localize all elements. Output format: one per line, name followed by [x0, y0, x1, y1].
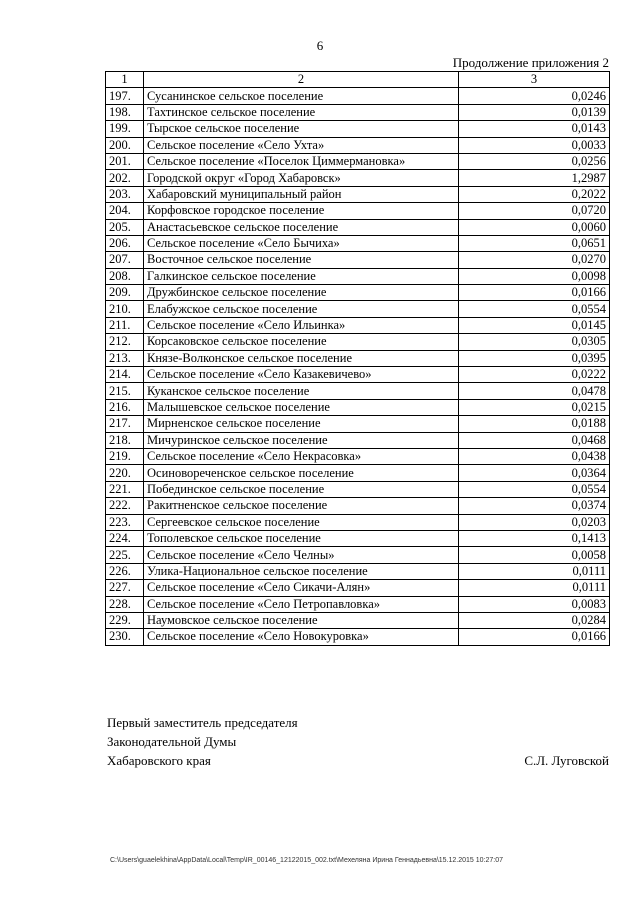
row-number: 197. [106, 88, 144, 104]
settlement-name: Сельское поселение «Поселок Циммермановка» [144, 153, 459, 169]
settlement-name: Мирненское сельское поселение [144, 416, 459, 432]
row-number: 229. [106, 612, 144, 628]
settlement-name: Сельское поселение «Село Казакевичево» [144, 367, 459, 383]
coefficient-value: 0,0166 [459, 629, 610, 645]
settlement-name: Мичуринское сельское поселение [144, 432, 459, 448]
coefficient-value: 0,0033 [459, 137, 610, 153]
row-number: 220. [106, 465, 144, 481]
settlement-name: Сельское поселение «Село Челны» [144, 547, 459, 563]
row-number: 221. [106, 481, 144, 497]
coefficient-value: 0,0203 [459, 514, 610, 530]
row-number: 208. [106, 268, 144, 284]
table-row [106, 547, 610, 563]
table-row [106, 121, 610, 137]
coefficient-value: 0,0188 [459, 416, 610, 432]
coefficient-value: 0,0246 [459, 88, 610, 104]
settlement-name: Сельское поселение «Село Новокуровка» [144, 629, 459, 645]
settlement-name: Князе-Волконское сельское поселение [144, 350, 459, 366]
table-row [106, 186, 610, 202]
settlement-name: Осиновореченское сельское поселение [144, 465, 459, 481]
coefficient-value: 0,0305 [459, 334, 610, 350]
signature-title-line-1: Первый заместитель председателя [107, 715, 298, 730]
row-number: 216. [106, 399, 144, 415]
settlement-name: Сусанинское сельское поселение [144, 88, 459, 104]
row-number: 202. [106, 170, 144, 186]
settlement-name: Куканское сельское поселение [144, 383, 459, 399]
table-row [106, 334, 610, 350]
coefficient-value: 0,0166 [459, 285, 610, 301]
settlement-name: Тырское сельское поселение [144, 121, 459, 137]
row-number: 198. [106, 104, 144, 120]
table-row [106, 301, 610, 317]
row-number: 225. [106, 547, 144, 563]
table-row [106, 317, 610, 333]
settlement-name: Сельское поселение «Село Ухта» [144, 137, 459, 153]
settlement-name: Тахтинское сельское поселение [144, 104, 459, 120]
coefficient-value: 0,0222 [459, 367, 610, 383]
settlement-name: Улика-Национальное сельское поселение [144, 563, 459, 579]
coefficient-value: 0,0468 [459, 432, 610, 448]
coefficient-value: 0,0270 [459, 252, 610, 268]
header-col-2: 2 [144, 72, 459, 88]
row-number: 205. [106, 219, 144, 235]
table-row [106, 629, 610, 645]
settlement-name: Малышевское сельское поселение [144, 399, 459, 415]
settlement-name: Галкинское сельское поселение [144, 268, 459, 284]
table-row [106, 383, 610, 399]
row-number: 204. [106, 203, 144, 219]
settlement-name: Сельское поселение «Село Петропавловка» [144, 596, 459, 612]
coefficient-value: 1,2987 [459, 170, 610, 186]
row-number: 209. [106, 285, 144, 301]
table-row [106, 498, 610, 514]
table-row [106, 399, 610, 415]
coefficient-value: 0,0083 [459, 596, 610, 612]
coefficient-value: 0,0143 [459, 121, 610, 137]
row-number: 212. [106, 334, 144, 350]
header-col-3: 3 [459, 72, 610, 88]
row-number: 230. [106, 629, 144, 645]
row-number: 224. [106, 530, 144, 546]
coefficient-value: 0,0651 [459, 235, 610, 251]
settlement-name: Сергеевское сельское поселение [144, 514, 459, 530]
table-row [106, 448, 610, 464]
signature-block [107, 713, 609, 770]
row-number: 200. [106, 137, 144, 153]
table-row [106, 563, 610, 579]
continuation-note: Продолжение приложения 2 [452, 55, 609, 70]
table-row [106, 137, 610, 153]
coefficient-value: 0,0215 [459, 399, 610, 415]
settlement-name: Сельское поселение «Село Сикачи-Алян» [144, 580, 459, 596]
coefficient-value: 0,0554 [459, 481, 610, 497]
settlement-name: Сельское поселение «Село Некрасовка» [144, 448, 459, 464]
settlement-name: Городской округ «Город Хабаровск» [144, 170, 459, 186]
coefficient-value: 0,2022 [459, 186, 610, 202]
coefficient-value: 0,0111 [459, 580, 610, 596]
row-number: 223. [106, 514, 144, 530]
row-number: 199. [106, 121, 144, 137]
page-number: 6 [316, 38, 324, 53]
row-number: 214. [106, 367, 144, 383]
table-row [106, 514, 610, 530]
coefficient-value: 0,0364 [459, 465, 610, 481]
coefficient-value: 0,0060 [459, 219, 610, 235]
table-row [106, 268, 610, 284]
table-header-row [106, 72, 610, 88]
settlement-name: Корсаковское сельское поселение [144, 334, 459, 350]
settlement-name: Хабаровский муниципальный район [144, 186, 459, 202]
row-number: 226. [106, 563, 144, 579]
table-row [106, 416, 610, 432]
settlement-name: Побединское сельское поселение [144, 481, 459, 497]
coefficient-value: 0,0438 [459, 448, 610, 464]
coefficient-value: 0,0139 [459, 104, 610, 120]
settlement-name: Ракитненское сельское поселение [144, 498, 459, 514]
coefficient-value: 0,0256 [459, 153, 610, 169]
settlement-name: Корфовское городское поселение [144, 203, 459, 219]
table-row [106, 580, 610, 596]
table-row [106, 170, 610, 186]
appendix-table [105, 71, 610, 646]
table-row [106, 465, 610, 481]
row-number: 211. [106, 317, 144, 333]
row-number: 215. [106, 383, 144, 399]
coefficient-value: 0,1413 [459, 530, 610, 546]
coefficient-value: 0,0554 [459, 301, 610, 317]
signatory-name: С.Л. Луговской [524, 753, 609, 768]
row-number: 207. [106, 252, 144, 268]
table-row [106, 432, 610, 448]
table-row [106, 235, 610, 251]
signature-title-line-2: Законодательной Думы [107, 734, 237, 749]
settlement-name: Наумовское сельское поселение [144, 612, 459, 628]
coefficient-value: 0,0284 [459, 612, 610, 628]
row-number: 219. [106, 448, 144, 464]
table-row [106, 153, 610, 169]
settlement-name: Елабужское сельское поселение [144, 301, 459, 317]
settlement-name: Анастасьевское сельское поселение [144, 219, 459, 235]
coefficient-value: 0,0478 [459, 383, 610, 399]
table-row [106, 219, 610, 235]
table-row [106, 530, 610, 546]
row-number: 213. [106, 350, 144, 366]
coefficient-value: 0,0058 [459, 547, 610, 563]
coefficient-value: 0,0098 [459, 268, 610, 284]
table-row [106, 612, 610, 628]
row-number: 228. [106, 596, 144, 612]
settlement-name: Восточное сельское поселение [144, 252, 459, 268]
file-path-footer: C:\Users\guaelekhina\AppData\Local\Temp\IR_00146_12122015_002.txt\Мехеляна Ирина Геннадьевна\15.12.2015 10:27:07 [110, 857, 504, 864]
row-number: 206. [106, 235, 144, 251]
coefficient-value: 0,0720 [459, 203, 610, 219]
settlement-name: Сельское поселение «Село Бычиха» [144, 235, 459, 251]
row-number: 217. [106, 416, 144, 432]
settlement-name: Тополевское сельское поселение [144, 530, 459, 546]
row-number: 210. [106, 301, 144, 317]
coefficient-value: 0,0111 [459, 563, 610, 579]
row-number: 222. [106, 498, 144, 514]
settlement-name: Дружбинское сельское поселение [144, 285, 459, 301]
coefficient-value: 0,0395 [459, 350, 610, 366]
row-number: 201. [106, 153, 144, 169]
signature-title-line-3: Хабаровского края [107, 753, 211, 768]
coefficient-value: 0,0145 [459, 317, 610, 333]
table-row [106, 481, 610, 497]
table-row [106, 203, 610, 219]
table-row [106, 104, 610, 120]
table-row [106, 596, 610, 612]
row-number: 227. [106, 580, 144, 596]
header-col-1: 1 [106, 72, 144, 88]
settlement-name: Сельское поселение «Село Ильинка» [144, 317, 459, 333]
row-number: 203. [106, 186, 144, 202]
coefficient-value: 0,0374 [459, 498, 610, 514]
table-row [106, 88, 610, 104]
table-row [106, 350, 610, 366]
table-row [106, 285, 610, 301]
table-row [106, 367, 610, 383]
table-row [106, 252, 610, 268]
row-number: 218. [106, 432, 144, 448]
